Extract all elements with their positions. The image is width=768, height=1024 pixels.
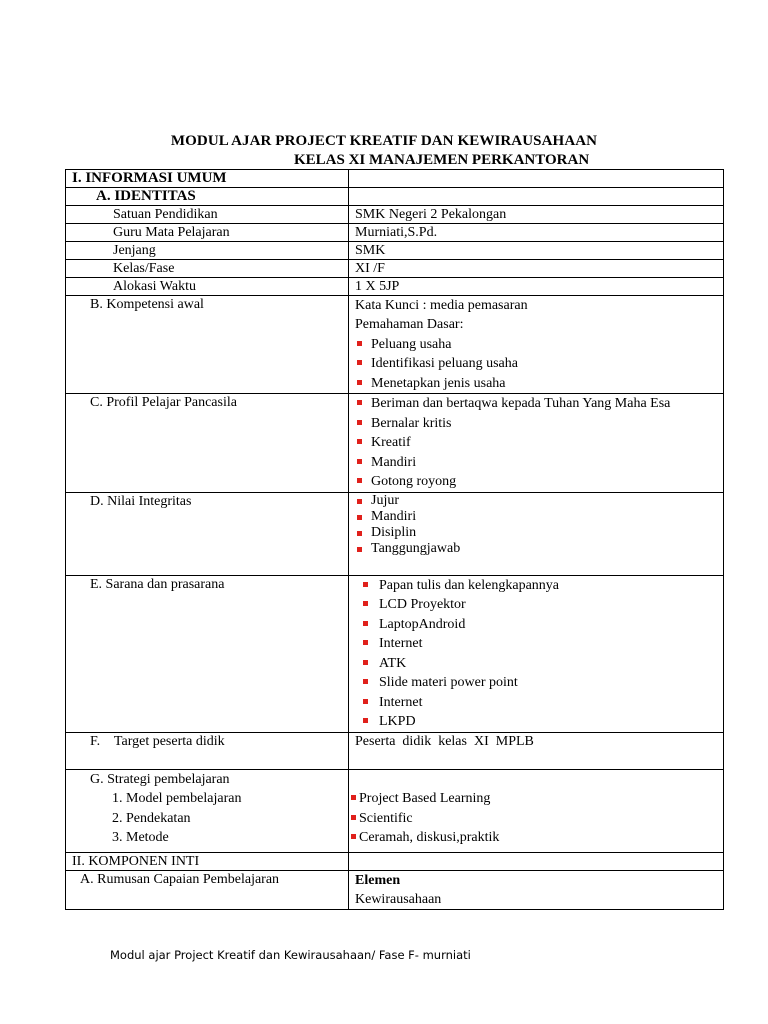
target-value: Peserta didik kelas XI MPLB <box>349 732 724 769</box>
list-item: Identifikasi peluang usaha <box>355 354 717 374</box>
target-row <box>66 732 724 769</box>
identitas-heading-row <box>66 188 724 206</box>
list-item: ATK <box>355 654 717 674</box>
kompetensi-list <box>355 335 717 394</box>
row-label: Satuan Pendidikan <box>66 206 349 224</box>
target-label: F. Target peserta didik <box>66 732 349 769</box>
nilai-list <box>355 493 717 557</box>
strategi-sub-1: 1. Model pembelajaran <box>112 791 242 806</box>
strategi-row <box>66 769 724 852</box>
elemen-heading: Elemen <box>355 872 401 888</box>
row-label: Alokasi Waktu <box>66 278 349 296</box>
section2-heading-row <box>66 852 724 870</box>
table-row <box>66 242 724 260</box>
table-row <box>66 260 724 278</box>
row-label: Guru Mata Pelajaran <box>66 224 349 242</box>
elemen-value: Kewirausahaan <box>355 891 442 907</box>
strategi-sub-2: 2. Pendekatan <box>112 810 191 826</box>
section1-heading-row <box>66 170 724 188</box>
document-title-line2: KELAS XI MANAJEMEN PERKANTORAN <box>294 152 590 168</box>
sarana-list <box>355 576 717 732</box>
list-item: Bernalar kritis <box>355 414 717 434</box>
nilai-label: D. Nilai Integritas <box>66 492 349 575</box>
list-item: LKPD <box>355 712 717 732</box>
list-item: Project Based Learning <box>351 789 717 809</box>
table-row <box>66 224 724 242</box>
table-row <box>66 278 724 296</box>
kompetensi-row <box>66 296 724 394</box>
list-item: Tanggungjawab <box>355 541 717 557</box>
section2-heading: II. KOMPONEN INTI <box>66 852 349 870</box>
list-item: Internet <box>355 634 717 654</box>
strategi-sub-3: 3. Metode <box>112 830 169 845</box>
page-footer: Modul ajar Project Kreatif dan Kewirausahaan/ Fase F- murniati <box>110 948 471 962</box>
list-item: Ceramah, diskusi,praktik <box>351 828 717 848</box>
pemahaman-dasar: Pemahaman Dasar: <box>355 317 464 332</box>
list-item: Slide materi power point <box>355 673 717 693</box>
row-value: Murniati,S.Pd. <box>349 224 724 242</box>
sarana-row <box>66 575 724 732</box>
row-label: Jenjang <box>66 242 349 260</box>
section1-heading: I. INFORMASI UMUM <box>66 170 349 188</box>
row-label: Kelas/Fase <box>66 260 349 278</box>
list-item: Beriman dan bertaqwa kepada Tuhan Yang Maha Esa <box>355 394 717 414</box>
list-item: LaptopAndroid <box>355 615 717 635</box>
capaian-row <box>66 870 724 909</box>
list-item: Menetapkan jenis usaha <box>355 374 717 394</box>
identitas-heading: A. IDENTITAS <box>66 188 349 206</box>
list-item: Kreatif <box>355 433 717 453</box>
nilai-row <box>66 492 724 575</box>
profil-label: C. Profil Pelajar Pancasila <box>66 394 349 493</box>
list-item: Disiplin <box>355 525 717 541</box>
list-item: Gotong royong <box>355 472 717 492</box>
list-item: Scientific <box>351 809 717 829</box>
list-item: LCD Proyektor <box>355 595 717 615</box>
strategi-label: G. Strategi pembelajaran <box>90 771 230 787</box>
kompetensi-label: B. Kompetensi awal <box>66 296 349 394</box>
list-item: Mandiri <box>355 453 717 473</box>
sarana-label: E. Sarana dan prasarana <box>66 575 349 732</box>
row-value: 1 X 5JP <box>349 278 724 296</box>
list-item: Mandiri <box>355 509 717 525</box>
row-value: XI /F <box>349 260 724 278</box>
list-item: Jujur <box>355 493 717 509</box>
kata-kunci: Kata Kunci : media pemasaran <box>355 298 528 313</box>
document-title-line1: MODUL AJAR PROJECT KREATIF DAN KEWIRAUSAHAAN <box>170 133 598 149</box>
list-item: Internet <box>355 693 717 713</box>
list-item: Papan tulis dan kelengkapannya <box>355 576 717 596</box>
module-table <box>65 169 724 910</box>
list-item: Peluang usaha <box>355 335 717 355</box>
profil-row <box>66 394 724 493</box>
capaian-label: A. Rumusan Capaian Pembelajaran <box>66 870 349 909</box>
strategi-list <box>351 789 717 848</box>
table-row <box>66 206 724 224</box>
row-value: SMK <box>349 242 724 260</box>
row-value: SMK Negeri 2 Pekalongan <box>349 206 724 224</box>
profil-list <box>355 394 717 492</box>
